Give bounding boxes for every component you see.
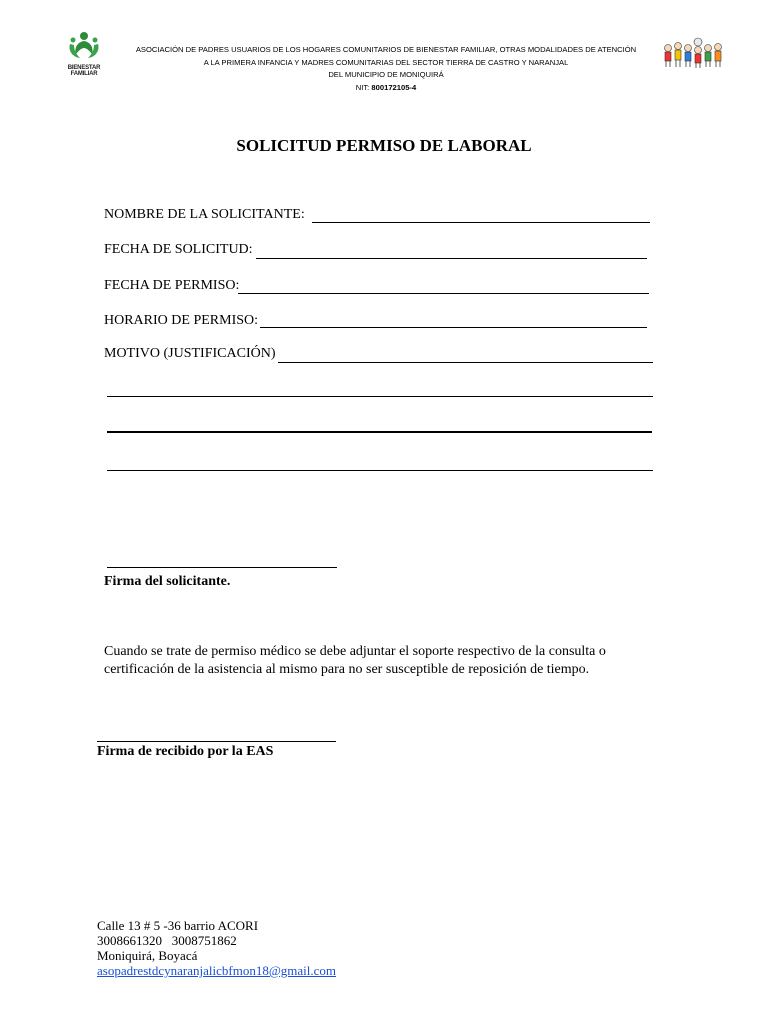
- field-line-horario[interactable]: [260, 327, 647, 328]
- field-line-motivo[interactable]: [278, 362, 653, 363]
- field-line-nombre[interactable]: [312, 222, 650, 223]
- motivo-extra-line-3[interactable]: [107, 470, 653, 471]
- org-line-3: DEL MUNICIPIO DE MONIQUIRÁ: [328, 70, 444, 79]
- org-line-1: ASOCIACIÓN DE PADRES USUARIOS DE LOS HOGARES COMUNITARIOS DE BIENESTAR FAMILIAR, OTRAS MODALIDADES DE ATENCIÓN: [135, 45, 637, 54]
- signature-line-solicitante[interactable]: [107, 567, 337, 568]
- signature-label-solicitante: Firma del solicitante.: [104, 574, 231, 589]
- document-title: SOLICITUD PERMISO DE LABORAL: [236, 136, 532, 155]
- field-label-fecha-permiso: FECHA DE PERMISO:: [104, 278, 240, 293]
- footer-address: Calle 13 # 5 -36 barrio ACORI: [97, 918, 259, 933]
- field-line-fecha-permiso[interactable]: [238, 293, 649, 294]
- signature-line-eas[interactable]: [97, 741, 336, 742]
- nit-value: 800172105-4: [371, 82, 417, 92]
- footer-email-link[interactable]: asopadrestdcynaranjalicbfmon18@gmail.com: [97, 963, 337, 978]
- field-label-motivo: MOTIVO (JUSTIFICACIÓN): [104, 346, 276, 361]
- footer-city: Moniquirá, Boyacá: [97, 948, 198, 963]
- nit-line: [108, 82, 664, 95]
- field-label-fecha-solicitud: FECHA DE SOLICITUD:: [104, 242, 253, 257]
- footer-contact: [97, 918, 336, 978]
- bienestar-familiar-emblem-icon: [64, 30, 104, 60]
- field-label-nombre: NOMBRE DE LA SOLICITANTE:: [104, 207, 305, 222]
- motivo-extra-line-2[interactable]: [107, 431, 652, 433]
- nit-label: NIT:: [355, 82, 372, 92]
- field-label-horario: HORARIO DE PERMISO:: [104, 313, 259, 328]
- bienestar-familiar-logo: [64, 30, 104, 78]
- organization-header: [108, 44, 664, 94]
- footer-phones: 3008661320 3008751862: [97, 933, 237, 948]
- medical-leave-note: Cuando se trate de permiso médico se debe adjuntar el soporte respectivo de la consulta o certificación de la asistencia al mismo para no ser susceptible de reposición de tiempo.: [104, 644, 606, 677]
- field-line-fecha-solicitud[interactable]: [256, 258, 647, 259]
- children-logo: [660, 36, 728, 70]
- org-line-2: A LA PRIMERA INFANCIA Y MADRES COMUNITARIAS DEL SECTOR TIERRA DE CASTRO Y NARANJAL: [203, 57, 569, 67]
- motivo-extra-line-1[interactable]: [107, 396, 653, 397]
- children-group-icon: [660, 36, 728, 70]
- signature-label-eas: Firma de recibido por la EAS: [97, 744, 274, 759]
- logo-text-bienestar: BIENESTAR: [67, 65, 101, 71]
- logo-text-familiar: FAMILIAR: [70, 71, 98, 77]
